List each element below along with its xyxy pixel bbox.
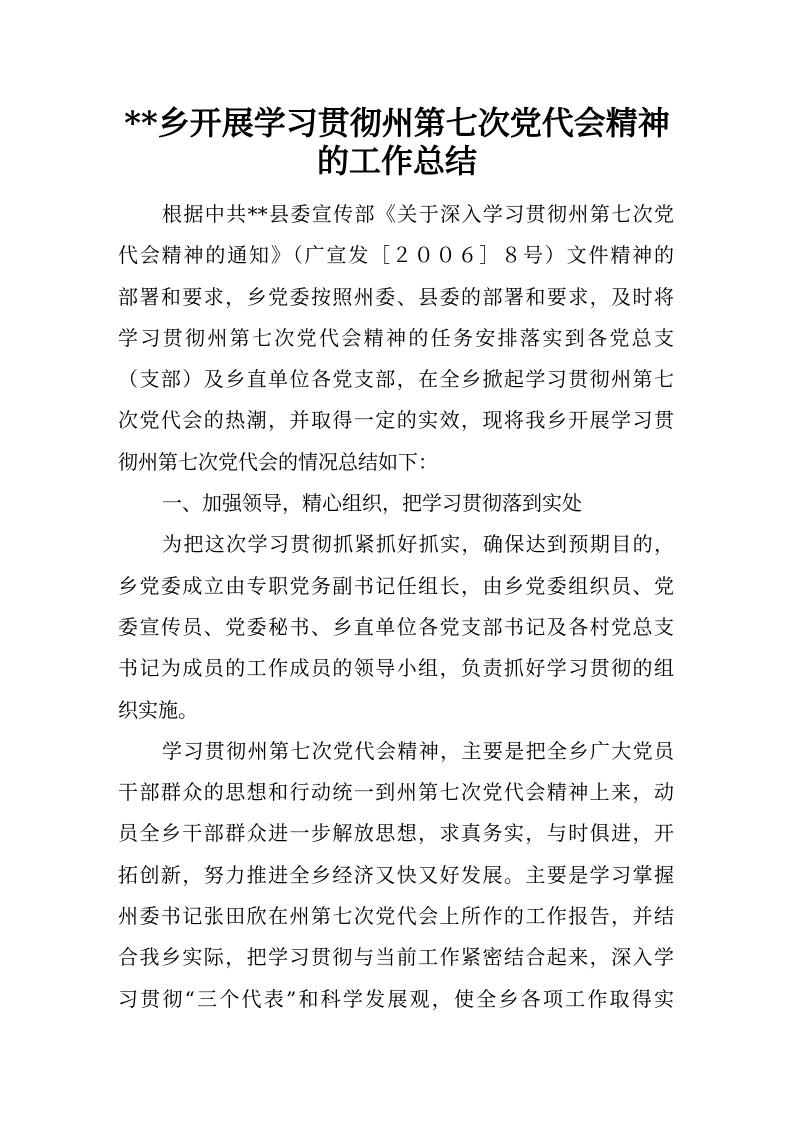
body-line: 书记为成员的工作成员的领导小组，负责抓好学习贯彻的组	[118, 656, 674, 681]
body-line: 部署和要求，乡党委按照州委、县委的部署和要求，及时将	[118, 284, 674, 309]
body-line: 代会精神的通知》（广宣发［２００６］８号）文件精神的	[118, 243, 674, 268]
body-line: 合我乡实际，把学习贯彻与当前工作紧密结合起来，深入学	[118, 945, 674, 970]
document-title	[0, 104, 794, 180]
body-line: 委宣传员、党委秘书、乡直单位各党支部书记及各村党总支	[118, 614, 674, 639]
intro-paragraph	[118, 194, 674, 483]
body-line: （支部）及乡直单位各党支部，在全乡掀起学习贯彻州第七	[118, 367, 674, 392]
section-paragraph	[118, 731, 674, 1020]
body-line: 彻州第七次党代会的情况总结如下：	[118, 449, 438, 474]
body-line: 员全乡干部群众进一步解放思想，求真务实，与时俱进，开	[118, 821, 674, 846]
body-line: 学习贯彻州第七次党代会精神，主要是把全乡广大党员	[162, 738, 674, 763]
body-line: 次党代会的热潮，并取得一定的实效，现将我乡开展学习贯	[118, 408, 674, 433]
title-line: 的工作总结	[316, 142, 477, 180]
body-line: 干部群众的思想和行动统一到州第七次党代会精神上来，动	[118, 780, 674, 805]
title-line: **乡开展学习贯彻州第七次党代会精神	[124, 104, 670, 142]
body-line: 拓创新，努力推进全乡经济又快又好发展。主要是学习掌握	[118, 862, 674, 887]
body-line: 织实施。	[118, 697, 198, 722]
body-line: 为把这次学习贯彻抓紧抓好抓实，确保达到预期目的，	[162, 532, 674, 557]
body-line: 根据中共**县委宣传部《关于深入学习贯彻州第七次党	[162, 202, 674, 226]
section-heading: 一、加强领导，精心组织，把学习贯彻落到实处	[162, 491, 582, 516]
body-line: 州委书记张田欣在州第七次党代会上所作的工作报告，并结	[118, 904, 674, 929]
document-body	[118, 194, 674, 1020]
body-line: 习贯彻“三个代表”和科学发展观，使全乡各项工作取得实	[118, 986, 674, 1011]
body-line: 乡党委成立由专职党务副书记任组长，由乡党委组织员、党	[118, 573, 674, 598]
body-line: 学习贯彻州第七次党代会精神的任务安排落实到各党总支	[118, 325, 674, 350]
section-paragraph	[118, 524, 674, 730]
